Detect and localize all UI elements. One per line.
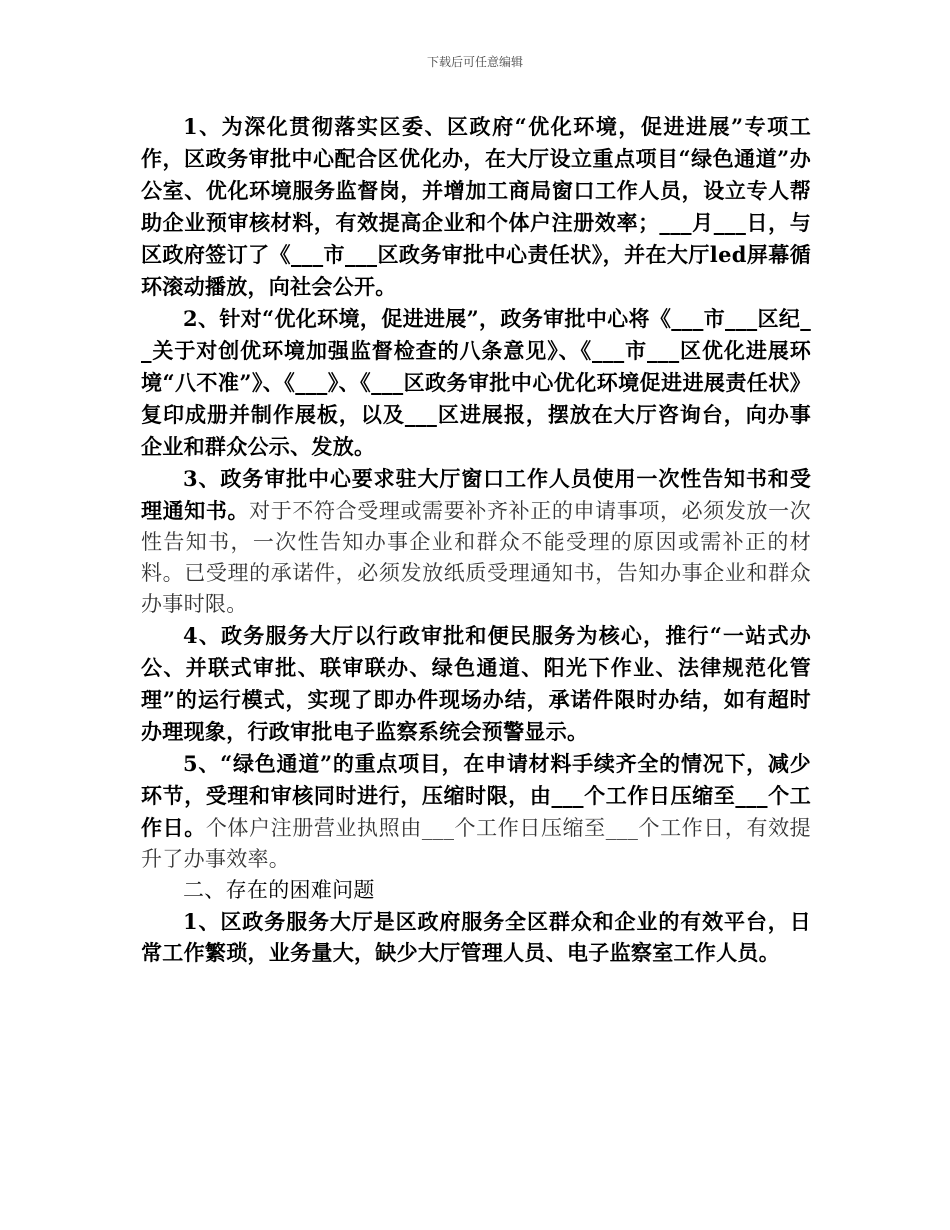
paragraph-1-text: 1、为深化贯彻落实区委、区政府“优化环境，促进进展”专项工作，区政务审批中心配合区优化办，在大厅设立重点项目“绿色通道”办公室、优化环境服务监督岗，并增加工商局窗口工作人员，设立专人帮助企业预审核材料，有效提高企业和个体户注册效率；___月___日，与区政府签订了《___市___区政务审批中心责任状》，并在大厅led屏幕循环滚动播放，向社会公开。 [141, 114, 811, 299]
paragraph-5 [141, 748, 811, 875]
page-header-note: 下载后可任意编辑 [426, 55, 523, 69]
paragraph-5-light-text: 个体户注册营业执照由___个工作日压缩至___个工作日，有效提升了办事效率。 [141, 816, 811, 871]
document-body [141, 111, 811, 968]
paragraph-5-bold-text: 5、“绿色通道”的重点项目，在申请材料手续齐全的情况下，减少环节，受理和审核同时进行，压缩时限，由___个工作日压缩至___个工作日。 [141, 751, 811, 840]
section-heading: 二、存在的困难问题 [183, 878, 375, 902]
paragraph-3 [141, 463, 811, 620]
paragraph-3-bold-text: 3、政务审批中心要求驻大厅窗口工作人员使用一次性告知书和受理通知书。 [141, 466, 811, 523]
paragraph-4 [141, 620, 811, 748]
paragraph-2-text: 2、针对“优化环境，促进进展”，政务审批中心将《___市___区纪__关于对创优环境加强监督检查的八条意见》、《___市___区优化进展环境“八不准”》、《___》、《___区政务审批中心优化环境促进进展责任状》复印成册并制作展板，以及___区进展报，摆放在大厅咨询台，向办事企业和群众公示、发放。 [141, 306, 811, 459]
paragraph-2 [141, 303, 811, 463]
last-paragraph: 1、区政务服务大厅是区政府服务全区群众和企业的有效平台，日常工作繁琐，业务量大，缺少大厅管理人员、电子监察室工作人员。 [141, 909, 811, 965]
paragraph-4-text: 4、政务服务大厅以行政审批和便民服务为核心，推行“一站式办公、并联式审批、联审联办、绿色通道、阳光下作业、法律规范化管理”的运行模式，实现了即办件现场办结，承诺件限时办结，如有超时办理现象，行政审批电子监察系统会预警显示。 [141, 623, 811, 744]
paragraph-1 [141, 111, 811, 303]
paragraph-3-light-text: 对于不符合受理或需要补齐补正的申请事项，必须发放一次性告知书，一次性告知办事企业和群众不能受理的原因或需补正的材料。已受理的承诺件，必须发放纸质受理通知书，告知办事企业和群众办事时限。 [141, 499, 811, 616]
